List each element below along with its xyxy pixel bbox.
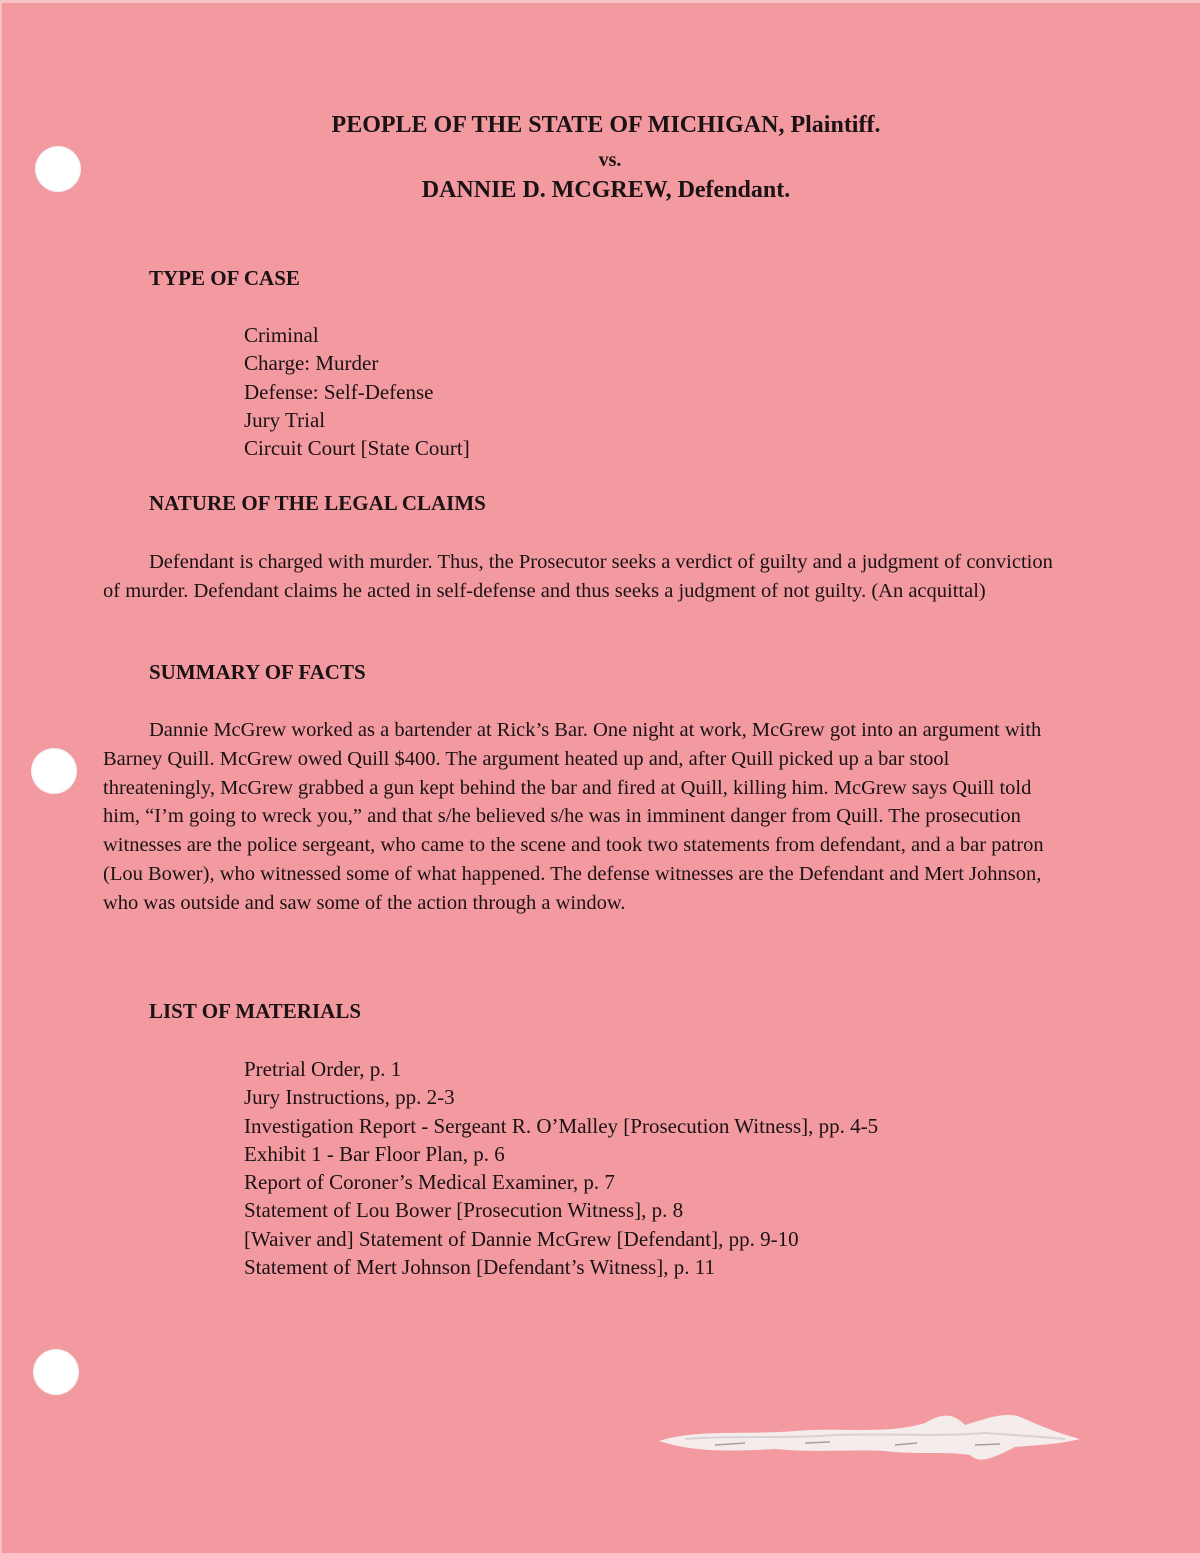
list-item: [Waiver and] Statement of Dannie McGrew [Defendant], pp. 9-10 xyxy=(244,1226,799,1251)
type-of-case-heading: TYPE OF CASE xyxy=(149,266,300,290)
correction-fluid-smudge xyxy=(655,1405,1085,1467)
case-caption-versus: vs. xyxy=(598,149,622,171)
list-item: Statement of Mert Johnson [Defendant’s Witness], p. 11 xyxy=(244,1255,715,1280)
punch-hole-middle xyxy=(31,748,77,794)
type-of-case-list xyxy=(244,321,470,462)
list-of-materials-heading: LIST OF MATERIALS xyxy=(149,999,361,1023)
list-item: Investigation Report - Sergeant R. O’Malley [Prosecution Witness], pp. 4-5 xyxy=(244,1113,879,1138)
summary-of-facts-paragraph: Dannie McGrew worked as a bartender at Rick’s Bar. One night at work, McGrew got into an argument with Barney Quill. McGrew owed Quill $400. The argument heated up and, after Quill picked up a bar stool threateningly, McGrew grabbed a gun kept behind the bar and fired at Quill, killing him. McGrew says Quill told him, “I’m going to wreck you,” and that s/he believed s/he was in imminent danger from Quill. The prosecution witnesses are the police sergeant, who came to the scene and took two statements from defendant, and a bar patron (Lou Bower), who witnessed some of what happened. The defense witnesses are the Defendant and Mert Johnson, who was outside and saw some of the action through a window. xyxy=(103,719,1044,914)
list-item: Circuit Court [State Court] xyxy=(244,436,470,461)
list-item: Jury Trial xyxy=(244,407,326,432)
list-item: Report of Coroner’s Medical Examiner, p. 7 xyxy=(244,1170,615,1195)
materials-list xyxy=(244,1055,878,1281)
list-item: Jury Instructions, pp. 2-3 xyxy=(244,1085,455,1110)
case-caption-defendant: DANNIE D. MCGREW, Defendant. xyxy=(421,177,791,203)
list-item: Criminal xyxy=(244,323,319,347)
list-item: Exhibit 1 - Bar Floor Plan, p. 6 xyxy=(244,1141,505,1166)
summary-of-facts-heading: SUMMARY OF FACTS xyxy=(149,660,366,684)
list-item: Pretrial Order, p. 1 xyxy=(244,1057,402,1081)
case-caption-plaintiff: PEOPLE OF THE STATE OF MICHIGAN, Plaintiff. xyxy=(331,112,881,138)
nature-of-claims-heading: NATURE OF THE LEGAL CLAIMS xyxy=(149,491,486,515)
punch-hole-bottom xyxy=(33,1349,79,1395)
list-item: Statement of Lou Bower [Prosecution Witness], p. 8 xyxy=(244,1198,684,1223)
list-item: Charge: Murder xyxy=(244,351,379,376)
nature-of-claims-paragraph: Defendant is charged with murder. Thus, the Prosecutor seeks a verdict of guilty and a judgment of conviction of murder. Defendant claims he acted in self-defense and thus seeks a judgment of not guilty. (An acquittal) xyxy=(103,551,1053,602)
list-item: Defense: Self-Defense xyxy=(244,379,434,404)
